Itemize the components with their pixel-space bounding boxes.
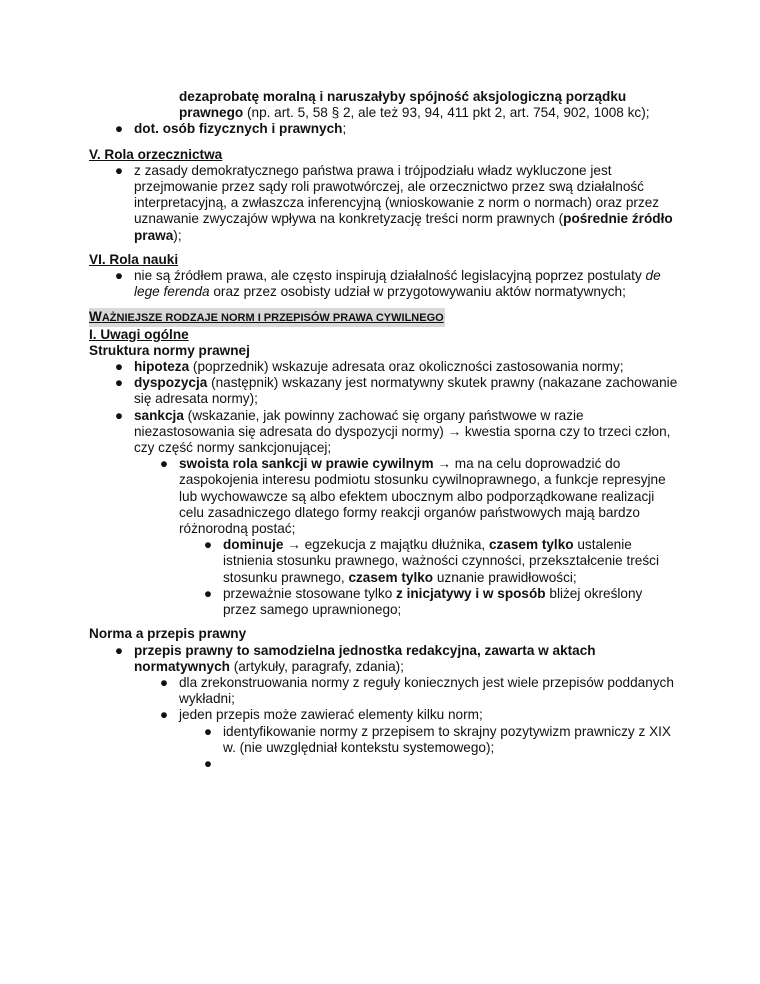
list-item: ● z zasady demokratycznego państwa prawa i trójpodziału władz wykluczone jest przejmowanie przez sądy roli prawotwórczej, ale orzecznictwo przez swą działalność interpretacyjną, a zwłaszcza inferencyjną (wnioskowanie z norm o normach) oraz przez uznawanie zwyczajów wpływa na konkretyzację treści norm prawnych (pośrednie źródło prawa); (89, 163, 679, 244)
list-item: ● nie są źródłem prawa, ale często inspirują działalność legislacyjną poprzez postulaty de lege ferenda oraz przez osobisty udział w przygotowywaniu aktów normatywnych; (89, 268, 679, 300)
list-item-empty (89, 756, 679, 772)
list-item-dominuje: ● dominuje → egzekucja z majątku dłużnika, czasem tylko ustalenie istnienia stosunku prawnego, ważności czynności, przekształcenie treści stosunku prawnego, czasem tylko uznanie prawidłowości; (89, 537, 679, 586)
bullet-icon: ● (159, 707, 169, 723)
bullet-icon: ● (203, 585, 213, 601)
list-item-hipoteza: ● hipoteza (poprzednik) wskazuje adresata oraz okoliczności zastosowania normy; (89, 359, 679, 375)
subsection-heading-norma: Norma a przepis prawny (89, 626, 247, 642)
bullet-icon: ● (159, 456, 169, 472)
bullet-icon: ● (203, 755, 213, 771)
list-item-dla: ● dla zrekonstruowania normy z reguły koniecznych jest wiele przepisów poddanych wykładni; (89, 675, 679, 707)
bullet-icon: ● (203, 537, 213, 553)
bullet-icon: ● (114, 407, 124, 423)
bullet-icon: ● (203, 723, 213, 739)
bullet-icon: ● (114, 268, 124, 284)
subsection-heading-uwagi: I. Uwagi ogólne (89, 326, 189, 342)
bullet-icon: ● (114, 642, 124, 658)
intro-continuation: dezaprobatę moralną i naruszałyby spójność aksjologiczną porządku prawnego (np. art. 5, 58 § 2, ale też 93, 94, 411 pkt 2, art. 754, 902, 1008 kc); (179, 89, 650, 121)
bullet-icon: ● (114, 121, 124, 137)
chapter-title: WAŻNIEJSZE RODZAJE NORM I PRZEPISÓW PRAWA CYWILNEGO (89, 308, 679, 326)
bullet-icon: ● (159, 674, 169, 690)
section-heading-nauka: VI. Rola nauki (89, 251, 179, 267)
list-item-swoista-rola: ● swoista rola sankcji w prawie cywilnym → ma na celu doprowadzić do zaspokojenia interesu podmiotu stosunku cywilnoprawnego, a funkcje represyjne lub wychowawcze są albo efektem ubocznym albo podporządkowane realizacji celu zasadniczego dlatego formy reakcji organów państwowych mają bardzo różnorodną postać; (89, 456, 679, 537)
document-page (89, 89, 679, 772)
list-item-identyfikowanie: ● identyfikowanie normy z przepisem to skrajny pozytywizm prawniczy z XIX w. (nie uwzględniał kontekstu systemowego); (89, 724, 679, 756)
list-item-przewaznie: ● przeważnie stosowane tylko z inicjatywy i w sposób bliżej określony przez samego uprawnionego; (89, 586, 679, 618)
list-item-dyspozycja: ● dyspozycja (następnik) wskazany jest normatywny skutek prawny (nakazane zachowanie się adresata normy); (89, 375, 679, 407)
section-heading-orzecznictwo: V. Rola orzecznictwa (89, 146, 223, 162)
list-item: ● dot. osób fizycznych i prawnych; (89, 121, 679, 137)
list-item-sankcja: ● sankcja (wskazanie, jak powinny zachować się organy państwowe w razie niezastosowania się adresata do dyspozycji normy) → kwestia sporna czy to trzeci człon, czy część normy sankcjonującej; (89, 408, 679, 457)
bullet-icon: ● (114, 375, 124, 391)
subsection-heading-struktura: Struktura normy prawnej (89, 342, 250, 358)
list-item-przepis: ● przepis prawny to samodzielna jednostka redakcyjna, zawarta w aktach normatywnych (artykuły, paragrafy, zdania); (89, 643, 679, 675)
list-item-jeden: ● jeden przepis może zawierać elementy kilku norm; (89, 707, 679, 723)
bullet-icon: ● (114, 359, 124, 375)
bullet-icon: ● (114, 162, 124, 178)
